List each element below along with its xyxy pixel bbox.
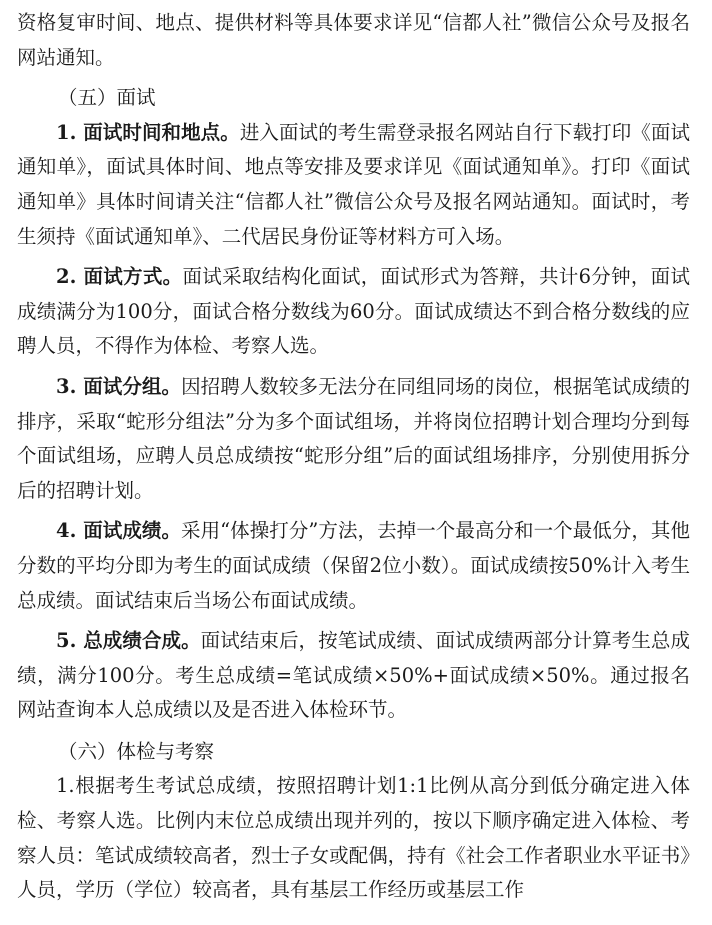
paragraph-text: 面试采取结构化面试，面试形式为答辩，共计6分钟，面试成绩满分为100分，面试合格分数线为60分。面试成绩达不到合格分数线的应聘人员，不得作为体检、考察人选。 bbox=[17, 265, 690, 358]
intro-text: 资格复审时间、地点、提供材料等具体要求详见“信都人社”微信公众号及报名网站通知。 bbox=[17, 11, 690, 69]
section-heading-medical-exam: （六）体检与考察 bbox=[57, 739, 214, 763]
paragraph-text: 进入面试的考生需登录报名网站自行下载打印《面试通知单》，面试具体时间、地点等安排及要求详见《面试通知单》。打印《面试通知单》具体时间请关注“信都人社”微信公众号及报名网站通知。面试时，考生须持《面试通知单》、二代居民身份证等材料方可入场。 bbox=[17, 120, 690, 248]
interview-grouping-paragraph bbox=[17, 370, 690, 508]
medical-exam-paragraph bbox=[17, 769, 690, 907]
paragraph-text: 1.根据考生考试总成绩，按照招聘计划1:1比例从高分到低分确定进入体检、考察人选。比例内末位总成绩出现并列的，按以下顺序确定进入体检、考察人员：笔试成绩较高者，烈士子女或配偶，持有《社会工作者职业水平证书》人员，学历（学位）较高者，具有基层工作经历或基层工作 bbox=[17, 774, 690, 902]
paragraph-text: 面试结束后，按笔试成绩、面试成绩两部分计算考生总成绩，满分100分。考生总成绩=笔试成绩×50%+面试成绩×50%。通过报名网站查询本人总成绩以及是否进入体检环节。 bbox=[17, 629, 690, 722]
intro-paragraph bbox=[17, 6, 690, 75]
interview-time-paragraph bbox=[17, 116, 690, 254]
interview-method-paragraph bbox=[17, 260, 690, 364]
paragraph-lead: 2. 面试方式。 bbox=[56, 265, 183, 289]
interview-score-paragraph bbox=[17, 514, 690, 618]
paragraph-text: 采用“体操打分”方法，去掉一个最高分和一个最低分，其他分数的平均分即为考生的面试成绩（保留2位小数）。面试成绩按50%计入考生总成绩。面试结束后当场公布面试成绩。 bbox=[17, 519, 690, 612]
paragraph-lead: 4. 面试成绩。 bbox=[56, 519, 182, 543]
paragraph-lead: 3. 面试分组。 bbox=[56, 374, 182, 398]
paragraph-lead: 1. 面试时间和地点。 bbox=[56, 120, 240, 144]
paragraph-lead: 5. 总成绩合成。 bbox=[56, 629, 201, 653]
total-score-paragraph bbox=[17, 624, 690, 728]
paragraph-text: 因招聘人数较多无法分在同组同场的岗位，根据笔试成绩的排序，采取“蛇形分组法”分为多个面试组场，并将岗位招聘计划合理均分到每个面试组场，应聘人员总成绩按“蛇形分组”后的面试组场排序，分别使用拆分后的招聘计划。 bbox=[17, 374, 690, 502]
section-heading-interview: （五）面试 bbox=[57, 86, 156, 110]
